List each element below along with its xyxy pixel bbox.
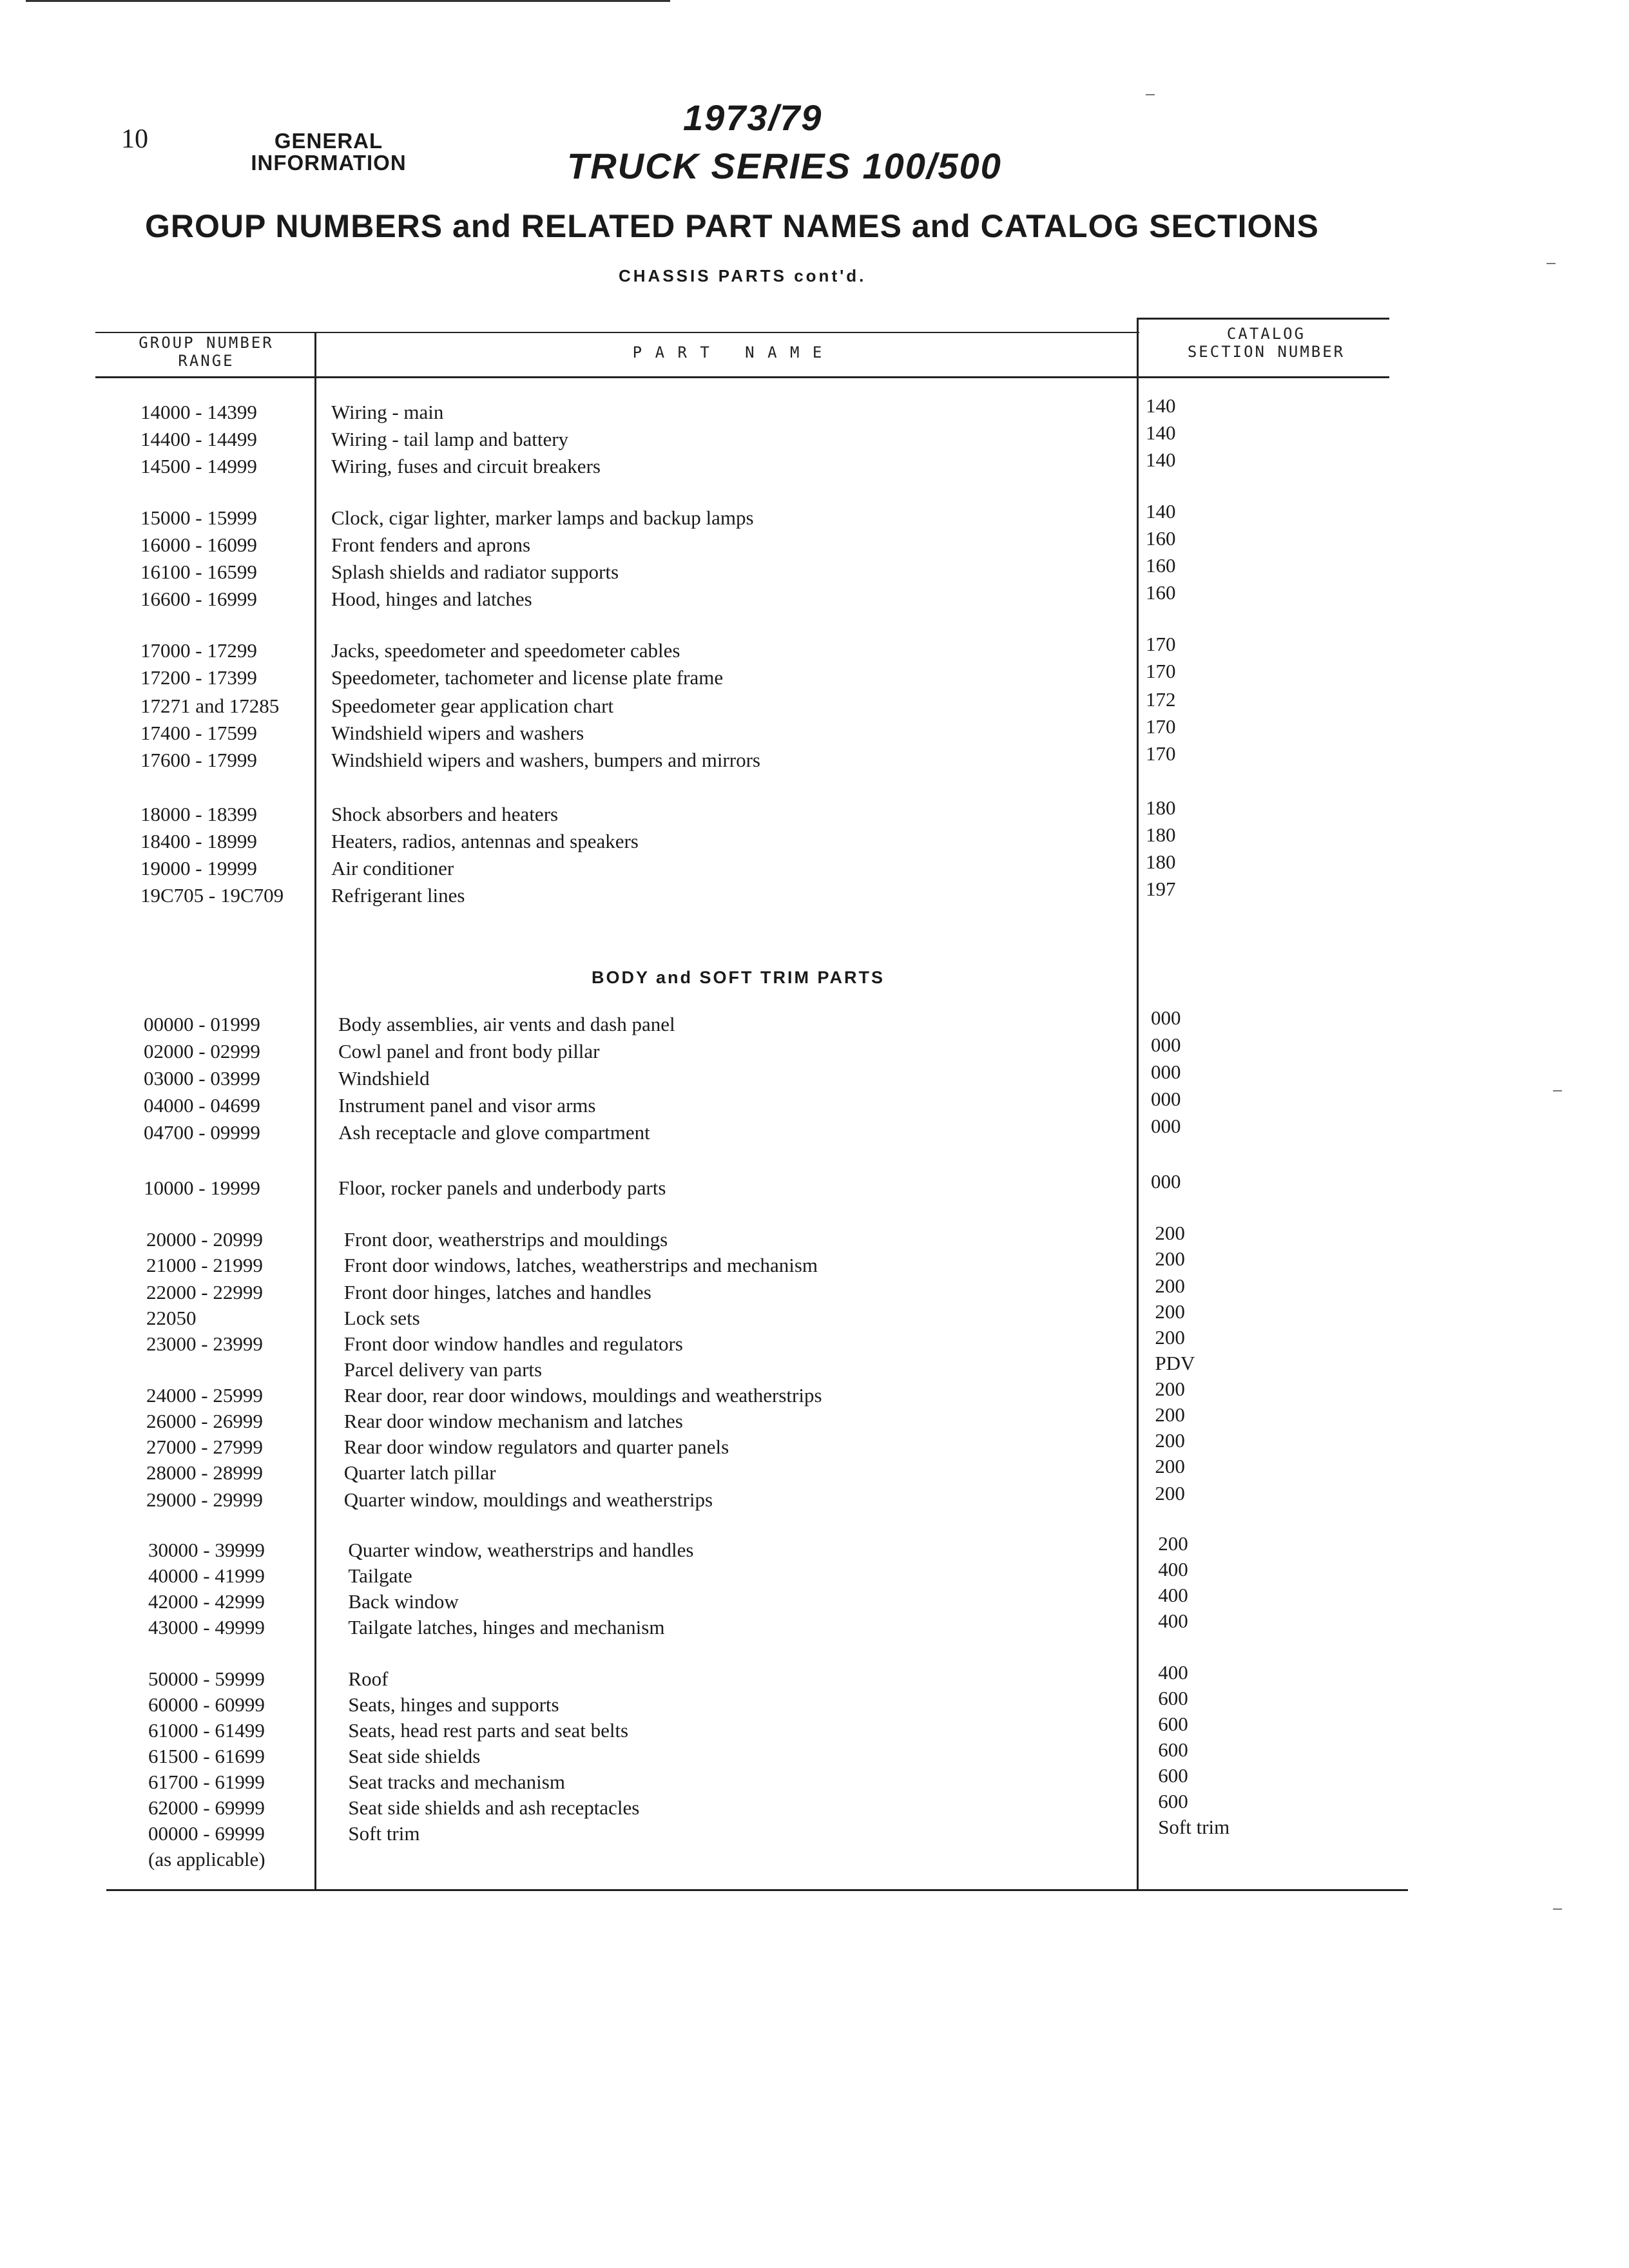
part-name: Clock, cigar lighter, marker lamps and backup lamps	[331, 506, 754, 529]
section-label	[232, 130, 425, 174]
catalog-section: 400	[1158, 1558, 1188, 1581]
table-row	[146, 1326, 1435, 1360]
section-label-line: INFORMATION	[251, 151, 407, 175]
table-row	[146, 1247, 1435, 1281]
group-range: (as applicable)	[148, 1848, 265, 1870]
part-name: Refrigerant lines	[331, 884, 465, 907]
part-name: Ash receptacle and glove compartment	[338, 1121, 650, 1144]
group-range: 03000 - 03999	[144, 1067, 260, 1090]
catalog-section: Soft trim	[1158, 1816, 1230, 1838]
part-name: Speedometer, tachometer and license plate frame	[331, 666, 724, 689]
group-range: 17600 - 17999	[140, 749, 257, 771]
catalog-section: 200	[1155, 1300, 1185, 1323]
table-row	[148, 1713, 1437, 1746]
group-range: 20000 - 20999	[146, 1228, 263, 1251]
catalog-section: 200	[1158, 1532, 1188, 1555]
table-row	[148, 1661, 1437, 1695]
part-name: Jacks, speedometer and speedometer cables	[331, 639, 680, 662]
catalog-section: PDV	[1155, 1352, 1195, 1374]
table-row	[140, 500, 1429, 533]
group-range: 22000 - 22999	[146, 1281, 263, 1303]
header-part-name: P A R T N A M E	[632, 343, 824, 361]
table-row	[146, 1222, 1435, 1255]
group-range: 50000 - 59999	[148, 1667, 265, 1690]
catalog-section: 180	[1146, 796, 1176, 819]
header-line: RANGE	[178, 352, 235, 370]
table-row	[144, 1170, 1432, 1204]
catalog-section: 200	[1155, 1274, 1185, 1297]
table-row	[144, 1061, 1432, 1094]
group-range: 00000 - 01999	[144, 1013, 260, 1035]
part-name: Cowl panel and front body pillar	[338, 1040, 600, 1062]
group-range: 61700 - 61999	[148, 1771, 265, 1793]
table-row	[148, 1584, 1437, 1617]
table-row	[140, 688, 1429, 722]
series-years: 1973/79	[683, 97, 823, 138]
part-name: Front door hinges, latches and handles	[343, 1281, 651, 1303]
part-name: Seat side shields	[348, 1745, 481, 1767]
catalog-section: 160	[1146, 527, 1176, 550]
group-range: 00000 - 69999	[148, 1822, 265, 1845]
part-name: Wiring - main	[331, 401, 444, 423]
group-range: 42000 - 42999	[148, 1590, 265, 1613]
catalog-section: 170	[1146, 715, 1176, 738]
group-range: 29000 - 29999	[146, 1488, 263, 1511]
group-range: 02000 - 02999	[144, 1040, 260, 1062]
catalog-section: 180	[1146, 850, 1176, 873]
margin-mark	[1553, 1090, 1562, 1091]
group-range: 23000 - 23999	[146, 1332, 263, 1355]
group-range: 16100 - 16599	[140, 561, 257, 583]
catalog-section: 200	[1155, 1482, 1185, 1504]
table-row	[140, 527, 1429, 561]
part-name: Wiring - tail lamp and battery	[331, 428, 569, 450]
catalog-section: 200	[1155, 1326, 1185, 1349]
header-line: SECTION NUMBER	[1187, 343, 1345, 361]
table-row	[140, 581, 1429, 615]
table-row	[148, 1687, 1437, 1720]
catalog-section: 400	[1158, 1610, 1188, 1632]
table-row	[148, 1532, 1437, 1566]
page-subtitle: CHASSIS PARTS cont'd.	[619, 266, 867, 285]
catalog-section: 000	[1151, 1088, 1181, 1110]
part-name: Front door window handles and regulators	[343, 1332, 683, 1355]
group-range: 17271 and 17285	[140, 695, 280, 717]
part-name: Rear door window regulators and quarter panels	[343, 1436, 729, 1458]
header-line: CATALOG	[1226, 325, 1306, 343]
part-name: Speedometer gear application chart	[331, 695, 614, 717]
part-name: Instrument panel and visor arms	[338, 1094, 596, 1117]
group-range: 43000 - 49999	[148, 1616, 265, 1639]
body-parts-heading: BODY and SOFT TRIM PARTS	[592, 968, 885, 987]
group-range: 14000 - 14399	[140, 401, 257, 423]
catalog-section: 600	[1158, 1713, 1188, 1735]
margin-mark	[1146, 94, 1155, 95]
table-bottom-rule	[106, 1889, 1408, 1891]
part-name: Rear door, rear door windows, mouldings and weatherstrips	[343, 1384, 822, 1407]
group-range: 61500 - 61699	[148, 1745, 265, 1767]
catalog-section: 600	[1158, 1764, 1188, 1787]
catalog-section: 200	[1155, 1455, 1185, 1477]
part-name: Seats, hinges and supports	[348, 1693, 559, 1716]
group-range: 16000 - 16099	[140, 533, 257, 556]
part-name: Tailgate latches, hinges and mechanism	[348, 1616, 665, 1639]
catalog-section: 170	[1146, 660, 1176, 682]
catalog-section: 000	[1151, 1170, 1181, 1193]
group-range: 18400 - 18999	[140, 830, 257, 852]
part-name: Air conditioner	[331, 857, 454, 879]
part-name: Shock absorbers and heaters	[331, 803, 559, 825]
part-name: Roof	[348, 1667, 389, 1690]
group-range: 10000 - 19999	[144, 1177, 260, 1199]
table-row	[144, 1115, 1432, 1148]
table-row	[140, 796, 1429, 830]
page-number: 10	[121, 124, 148, 154]
part-name: Front fenders and aprons	[331, 533, 531, 556]
scan-top-edge	[26, 0, 670, 2]
part-name: Soft trim	[348, 1822, 420, 1845]
table-row	[146, 1429, 1435, 1463]
group-range: 15000 - 15999	[140, 506, 257, 529]
group-range: 30000 - 39999	[148, 1539, 265, 1561]
header-line: GROUP NUMBER	[139, 334, 274, 352]
group-range: 04000 - 04699	[144, 1094, 260, 1117]
table-row	[146, 1482, 1435, 1515]
catalog-section: 000	[1151, 1061, 1181, 1083]
table-header-rule	[95, 332, 1139, 333]
table-row	[140, 394, 1429, 428]
part-name: Rear door window mechanism and latches	[343, 1410, 683, 1432]
margin-mark	[1547, 263, 1556, 264]
table-row	[140, 448, 1429, 482]
catalog-section: 180	[1146, 823, 1176, 846]
table-row	[140, 660, 1429, 693]
table-row	[146, 1455, 1435, 1488]
table-row	[148, 1848, 1437, 1875]
table-header-bottom-rule	[95, 376, 1389, 378]
catalog-section: 170	[1146, 633, 1176, 655]
table-row	[140, 633, 1429, 666]
catalog-section: 170	[1146, 742, 1176, 765]
group-range: 27000 - 27999	[146, 1436, 263, 1458]
group-range: 17000 - 17299	[140, 639, 257, 662]
table-row	[146, 1300, 1435, 1334]
table-row	[148, 1816, 1437, 1849]
part-name: Floor, rocker panels and underbody parts	[338, 1177, 666, 1199]
catalog-section: 000	[1151, 1115, 1181, 1137]
catalog-section: 140	[1146, 500, 1176, 523]
group-range: 17400 - 17599	[140, 722, 257, 744]
part-name: Front door windows, latches, weatherstrips and mechanism	[343, 1254, 818, 1276]
catalog-section: 172	[1146, 688, 1176, 711]
group-range: 28000 - 28999	[146, 1461, 263, 1484]
table-row	[146, 1403, 1435, 1437]
catalog-section: 200	[1155, 1429, 1185, 1452]
group-range: 17200 - 17399	[140, 666, 257, 689]
section-label-line: GENERAL	[274, 129, 383, 153]
table-row	[144, 1033, 1432, 1067]
part-name: Windshield wipers and washers	[331, 722, 584, 744]
table-row	[148, 1790, 1437, 1823]
part-name: Parcel delivery van parts	[343, 1358, 543, 1381]
part-name: Quarter window, mouldings and weatherstrips	[343, 1488, 713, 1511]
part-name: Windshield wipers and washers, bumpers and mirrors	[331, 749, 760, 771]
catalog-section: 600	[1158, 1738, 1188, 1761]
header-catalog-section	[1147, 325, 1385, 361]
part-name: Wiring, fuses and circuit breakers	[331, 455, 601, 477]
table-row	[148, 1764, 1437, 1798]
margin-mark	[1553, 1908, 1562, 1910]
table-row	[144, 1006, 1432, 1040]
group-range: 14500 - 14999	[140, 455, 257, 477]
part-name: Seat tracks and mechanism	[348, 1771, 565, 1793]
part-name: Seats, head rest parts and seat belts	[348, 1719, 629, 1742]
part-name: Windshield	[338, 1067, 430, 1090]
group-range: 04700 - 09999	[144, 1121, 260, 1144]
header-group-number	[110, 334, 303, 370]
table-row	[146, 1378, 1435, 1411]
catalog-section: 200	[1155, 1222, 1185, 1244]
catalog-section: 200	[1155, 1378, 1185, 1400]
series-name: TRUCK SERIES 100/500	[567, 146, 1002, 186]
group-range: 26000 - 26999	[146, 1410, 263, 1432]
part-name: Hood, hinges and latches	[331, 588, 532, 610]
group-range: 19C705 - 19C709	[140, 884, 284, 907]
part-name: Quarter window, weatherstrips and handles	[348, 1539, 694, 1561]
catalog-section: 600	[1158, 1687, 1188, 1709]
group-range: 61000 - 61499	[148, 1719, 265, 1742]
table-row	[140, 421, 1429, 455]
catalog-section: 140	[1146, 394, 1176, 417]
group-range: 18000 - 18399	[140, 803, 257, 825]
group-range: 21000 - 21999	[146, 1254, 263, 1276]
part-name: Quarter latch pillar	[343, 1461, 496, 1484]
catalog-section: 197	[1146, 878, 1176, 900]
table-row	[140, 878, 1429, 911]
group-range: 40000 - 41999	[148, 1564, 265, 1587]
group-range: 24000 - 25999	[146, 1384, 263, 1407]
table-row	[140, 823, 1429, 857]
catalog-section: 200	[1155, 1247, 1185, 1270]
catalog-section: 400	[1158, 1584, 1188, 1606]
part-name: Lock sets	[343, 1307, 420, 1329]
catalog-section: 400	[1158, 1661, 1188, 1684]
group-range: 22050	[146, 1307, 197, 1329]
group-range: 19000 - 19999	[140, 857, 257, 879]
group-range: 62000 - 69999	[148, 1796, 265, 1819]
part-name: Splash shields and radiator supports	[331, 561, 619, 583]
table-top-rule	[1138, 318, 1389, 320]
catalog-section: 140	[1146, 448, 1176, 471]
part-name: Tailgate	[348, 1564, 412, 1587]
page-title: GROUP NUMBERS and RELATED PART NAMES and CATALOG SECTIONS	[145, 208, 1319, 244]
table-row	[146, 1274, 1435, 1308]
table-row	[144, 1088, 1432, 1121]
group-range: 60000 - 60999	[148, 1693, 265, 1716]
part-name: Back window	[348, 1590, 459, 1613]
part-name: Seat side shields and ash receptacles	[348, 1796, 640, 1819]
catalog-section: 200	[1155, 1403, 1185, 1426]
catalog-section: 000	[1151, 1006, 1181, 1029]
part-name: Heaters, radios, antennas and speakers	[331, 830, 639, 852]
table-row	[146, 1352, 1435, 1385]
group-range: 14400 - 14499	[140, 428, 257, 450]
catalog-section: 140	[1146, 421, 1176, 444]
table-row	[140, 850, 1429, 884]
part-name: Front door, weatherstrips and mouldings	[343, 1228, 668, 1251]
catalog-section: 600	[1158, 1790, 1188, 1812]
table-row	[148, 1610, 1437, 1643]
catalog-section: 160	[1146, 554, 1176, 577]
table-row	[140, 715, 1429, 749]
table-row	[140, 554, 1429, 588]
catalog-section: 160	[1146, 581, 1176, 604]
table-row	[140, 742, 1429, 776]
part-name: Body assemblies, air vents and dash panel	[338, 1013, 675, 1035]
catalog-section: 000	[1151, 1033, 1181, 1056]
table-row	[148, 1558, 1437, 1591]
group-range: 16600 - 16999	[140, 588, 257, 610]
table-row	[148, 1738, 1437, 1772]
